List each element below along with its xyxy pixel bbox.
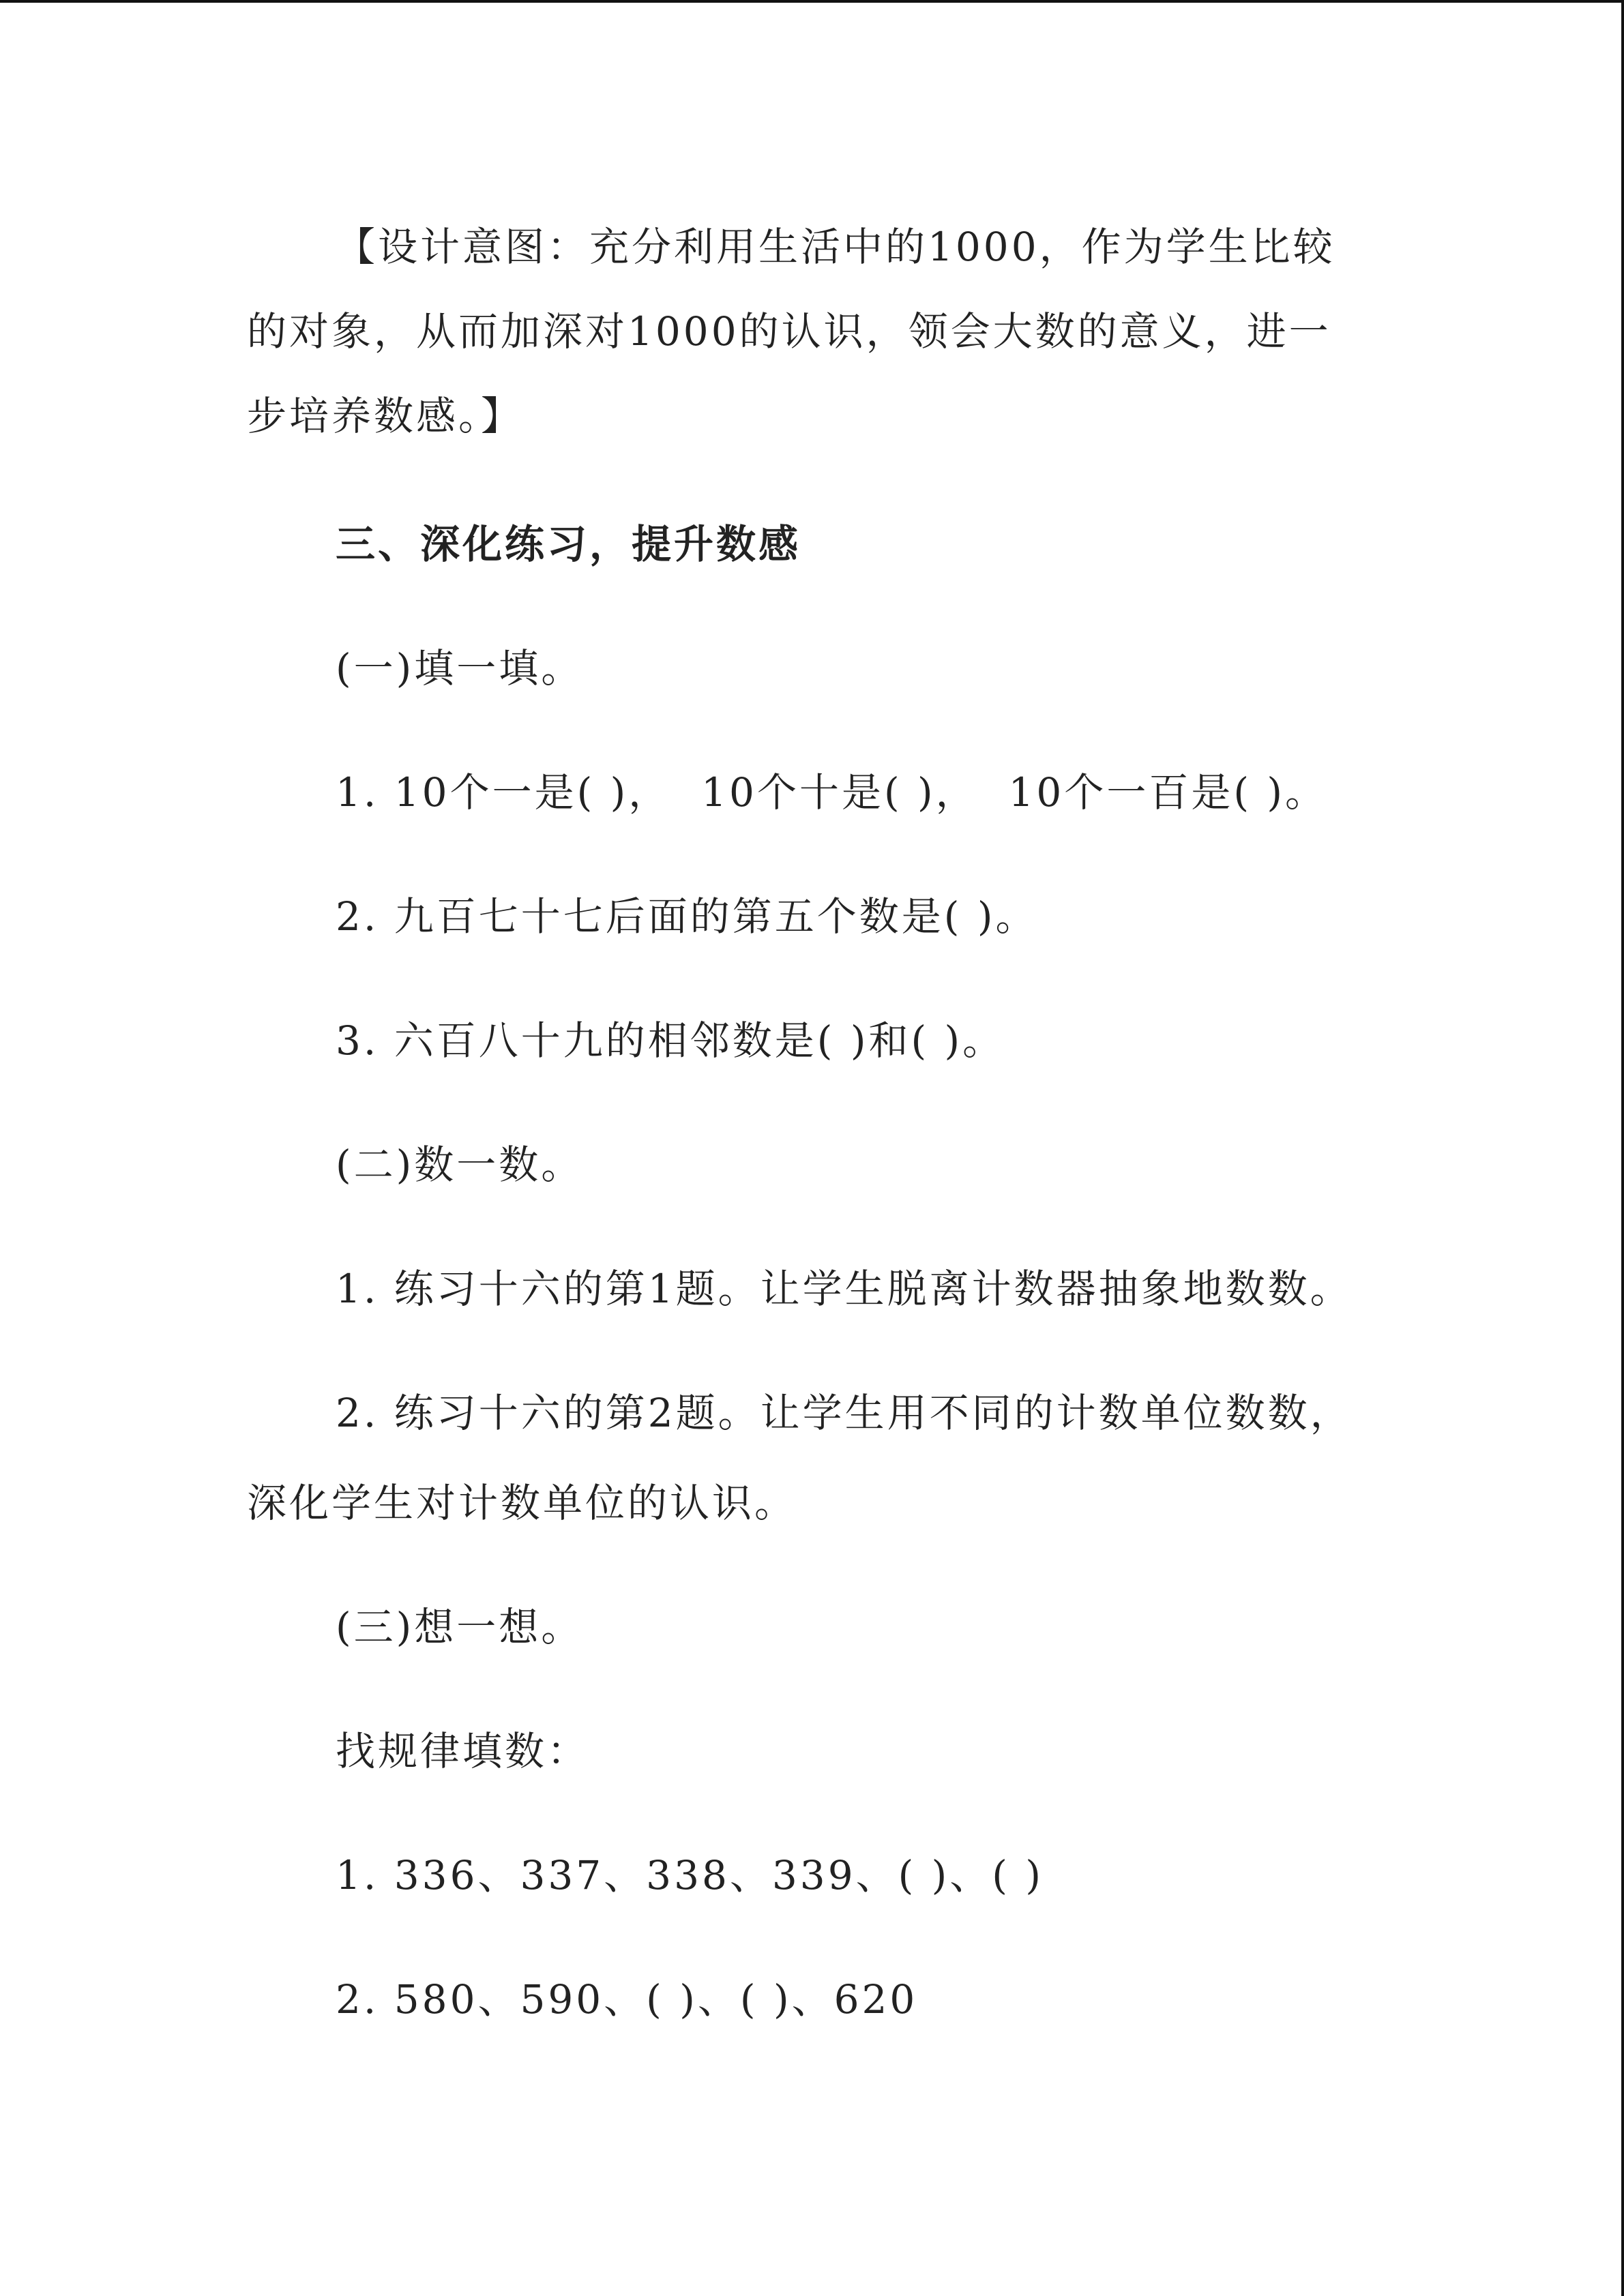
part3-question-1: 1. 336、337、338、339、( )、( ) bbox=[336, 1852, 1044, 1898]
design-intent-paragraph: 【设计意图：充分利用生活中的1000，作为学生比较的对象，从而加深对1000的认识，领会大数的意义，进一步培养数感。】 bbox=[247, 224, 1335, 439]
section-heading: 三、深化练习，提升数感 bbox=[336, 521, 801, 567]
part1-question-1: 1. 10个一是( )， 10个十是( )， 10个一百是( )。 bbox=[336, 769, 1328, 816]
part3-question-2: 2. 580、590、( )、( )、620 bbox=[336, 1976, 918, 2023]
part2-question-2: 2. 练习十六的第2题。让学生用不同的计数单位数数，深化学生对计数单位的认识。 bbox=[247, 1390, 1353, 1526]
page-top-border bbox=[0, 0, 1624, 3]
part3-intro: 找规律填数： bbox=[336, 1728, 590, 1774]
part1-title: (一)填一填。 bbox=[336, 645, 584, 691]
document-body bbox=[247, 205, 1365, 2078]
part2-title: (二)数一数。 bbox=[336, 1142, 584, 1188]
page-right-border bbox=[1621, 0, 1624, 2296]
part1-question-2: 2. 九百七十七后面的第五个数是( )。 bbox=[336, 893, 1038, 940]
part3-title: (三)想一想。 bbox=[336, 1604, 584, 1650]
part2-question-1: 1. 练习十六的第1题。让学生脱离计数器抽象地数数。 bbox=[336, 1266, 1353, 1312]
part1-question-3: 3. 六百八十九的相邻数是( )和( )。 bbox=[336, 1017, 1005, 1064]
